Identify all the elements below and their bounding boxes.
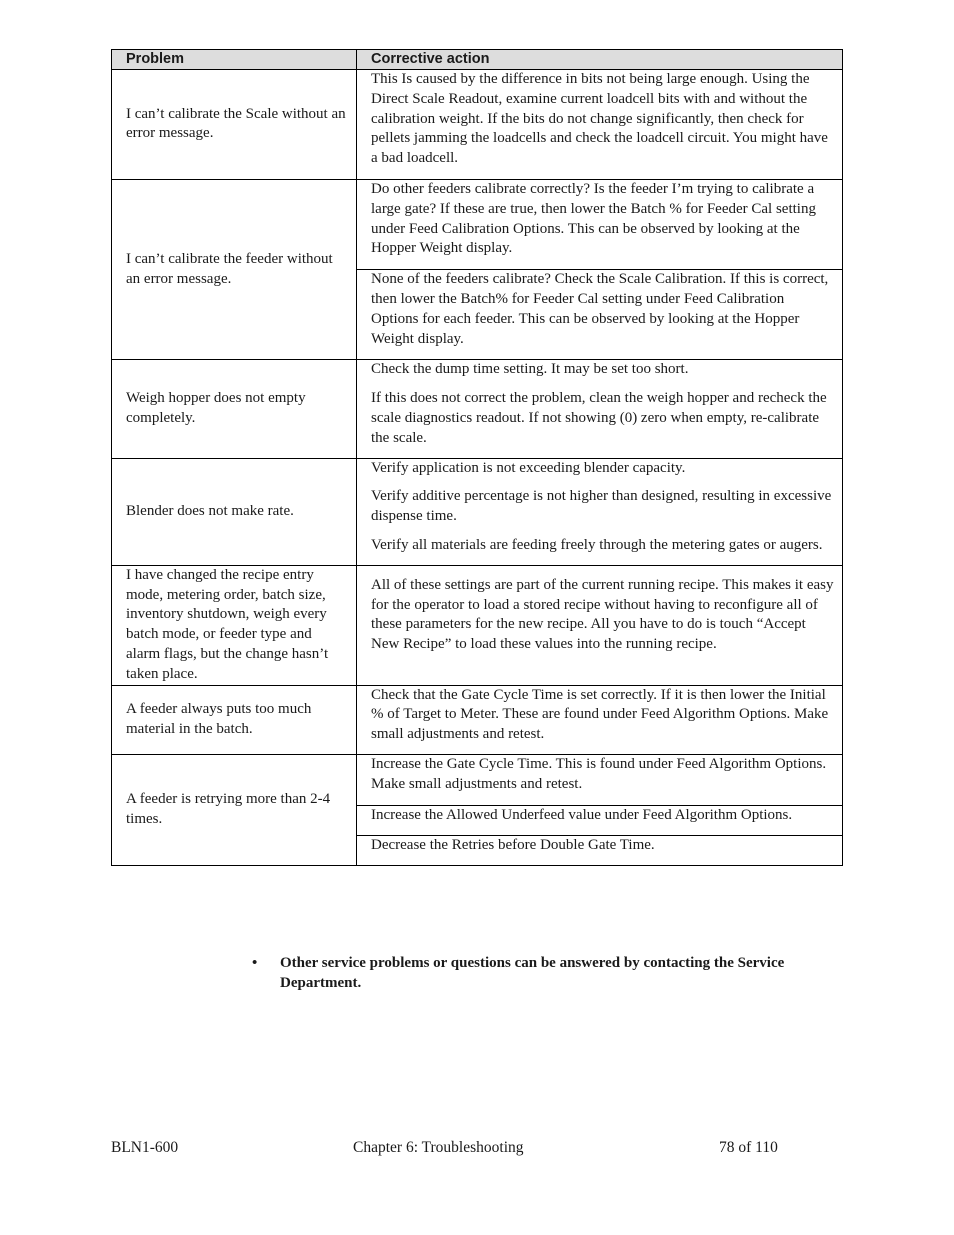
corrective-action-cell [357,179,843,359]
problem-cell: I can’t calibrate the feeder without an error message. [112,179,357,359]
action-block [357,755,842,805]
action-paragraph: Do other feeders calibrate correctly? Is the feeder I’m trying to calibrate a large gate? If these are true, then lower the Batch % for Feeder Cal setting under Feed Calibration Options. This can be observed by looking at the Hopper Weight display. [371,180,816,257]
header-row [112,50,843,70]
action-paragraph: Verify all materials are feeding freely through the metering gates or augers. [371,536,823,553]
action-block [357,459,842,565]
action-paragraph: Check that the Gate Cycle Time is set correctly. If it is then lower the Initial % of Target to Meter. These are found under Feed Algorithm Options. Make small adjustments and retest. [371,686,829,743]
action-paragraph: Increase the Gate Cycle Time. This is found under Feed Algorithm Options. Make small adjustments and retest. [371,755,827,792]
footer-doc-id: BLN1-600 [111,1139,179,1156]
action-block [357,269,842,359]
table-row [112,360,843,458]
action-block [357,360,842,457]
corrective-action-cell [357,754,843,865]
corrective-action-cell [357,685,843,754]
action-paragraph: Verify additive percentage is not higher than designed, resulting in excessive dispense time. [371,488,832,525]
corrective-action-cell [357,458,843,565]
problem-cell: I can’t calibrate the Scale without an error message. [112,70,357,180]
problem-cell: A feeder is retrying more than 2-4 times. [112,754,357,865]
table-body [112,70,843,866]
header-problem: Problem [112,50,357,70]
corrective-action-cell [357,70,843,180]
action-paragraph: Check the dump time setting. It may be set too short. [371,361,689,378]
action-paragraph: This Is caused by the difference in bits not being large enough. Using the Direct Scale Readout, examine current loadcell bits with and without the calibration weight. If the bits do not change significantly, then check for pellets jamming the loadcells and check the loadcell circuit. You might have a bad loadcell. [371,71,828,167]
action-paragraph: All of these settings are part of the current running recipe. This makes it easy for the operator to load a stored recipe without having to reconfigure all of these parameters for the new recipe. All you have to do is touch “Accept New Recipe” to load these values into the running recipe. [371,576,834,653]
action-block [357,180,842,269]
action-block [357,805,842,836]
footer-page-number: 78 of 110 [719,1139,778,1156]
problem-cell: Weigh hopper does not empty completely. [112,360,357,458]
problem-cell: Blender does not make rate. [112,458,357,565]
action-paragraph: If this does not correct the problem, clean the weigh hopper and recheck the scale diagnostics readout. If not showing (0) zero when empty, re-calibrate the scale. [371,390,827,446]
troubleshooting-table [111,49,842,866]
table [111,49,843,866]
action-block [357,566,842,675]
table-row [112,458,843,565]
corrective-action-cell [357,565,843,685]
action-paragraph: None of the feeders calibrate? Check the Scale Calibration. If this is correct, then lower the Batch% for Feeder Cal setting under Feed Calibration Options for each feeder. This can be observed by looking at the Hopper Weight display. [371,271,829,347]
action-block [357,835,842,865]
table-row [112,70,843,180]
header-corrective-action: Corrective action [357,50,843,70]
corrective-action-cell [357,360,843,458]
table-row [112,754,843,865]
problem-cell: I have changed the recipe entry mode, metering order, batch size, inventory shutdown, weigh every batch mode, or feeder type and alarm flags, but the change hasn’t taken place. [112,565,357,685]
table-row [112,565,843,685]
action-paragraph: Decrease the Retries before Double Gate Time. [371,837,655,854]
action-block [357,70,842,179]
table-row [112,685,843,754]
problem-cell: A feeder always puts too much material in the batch. [112,685,357,754]
service-note-text: Other service problems or questions can be answered by contacting the Service Department. [280,955,785,991]
table-row [112,179,843,359]
footer-chapter: Chapter 6: Troubleshooting [353,1139,524,1156]
action-paragraph: Increase the Allowed Underfeed value under Feed Algorithm Options. [371,806,793,823]
action-paragraph: Verify application is not exceeding blender capacity. [371,459,686,476]
bullet-icon: • [252,955,258,971]
action-block [357,686,842,754]
